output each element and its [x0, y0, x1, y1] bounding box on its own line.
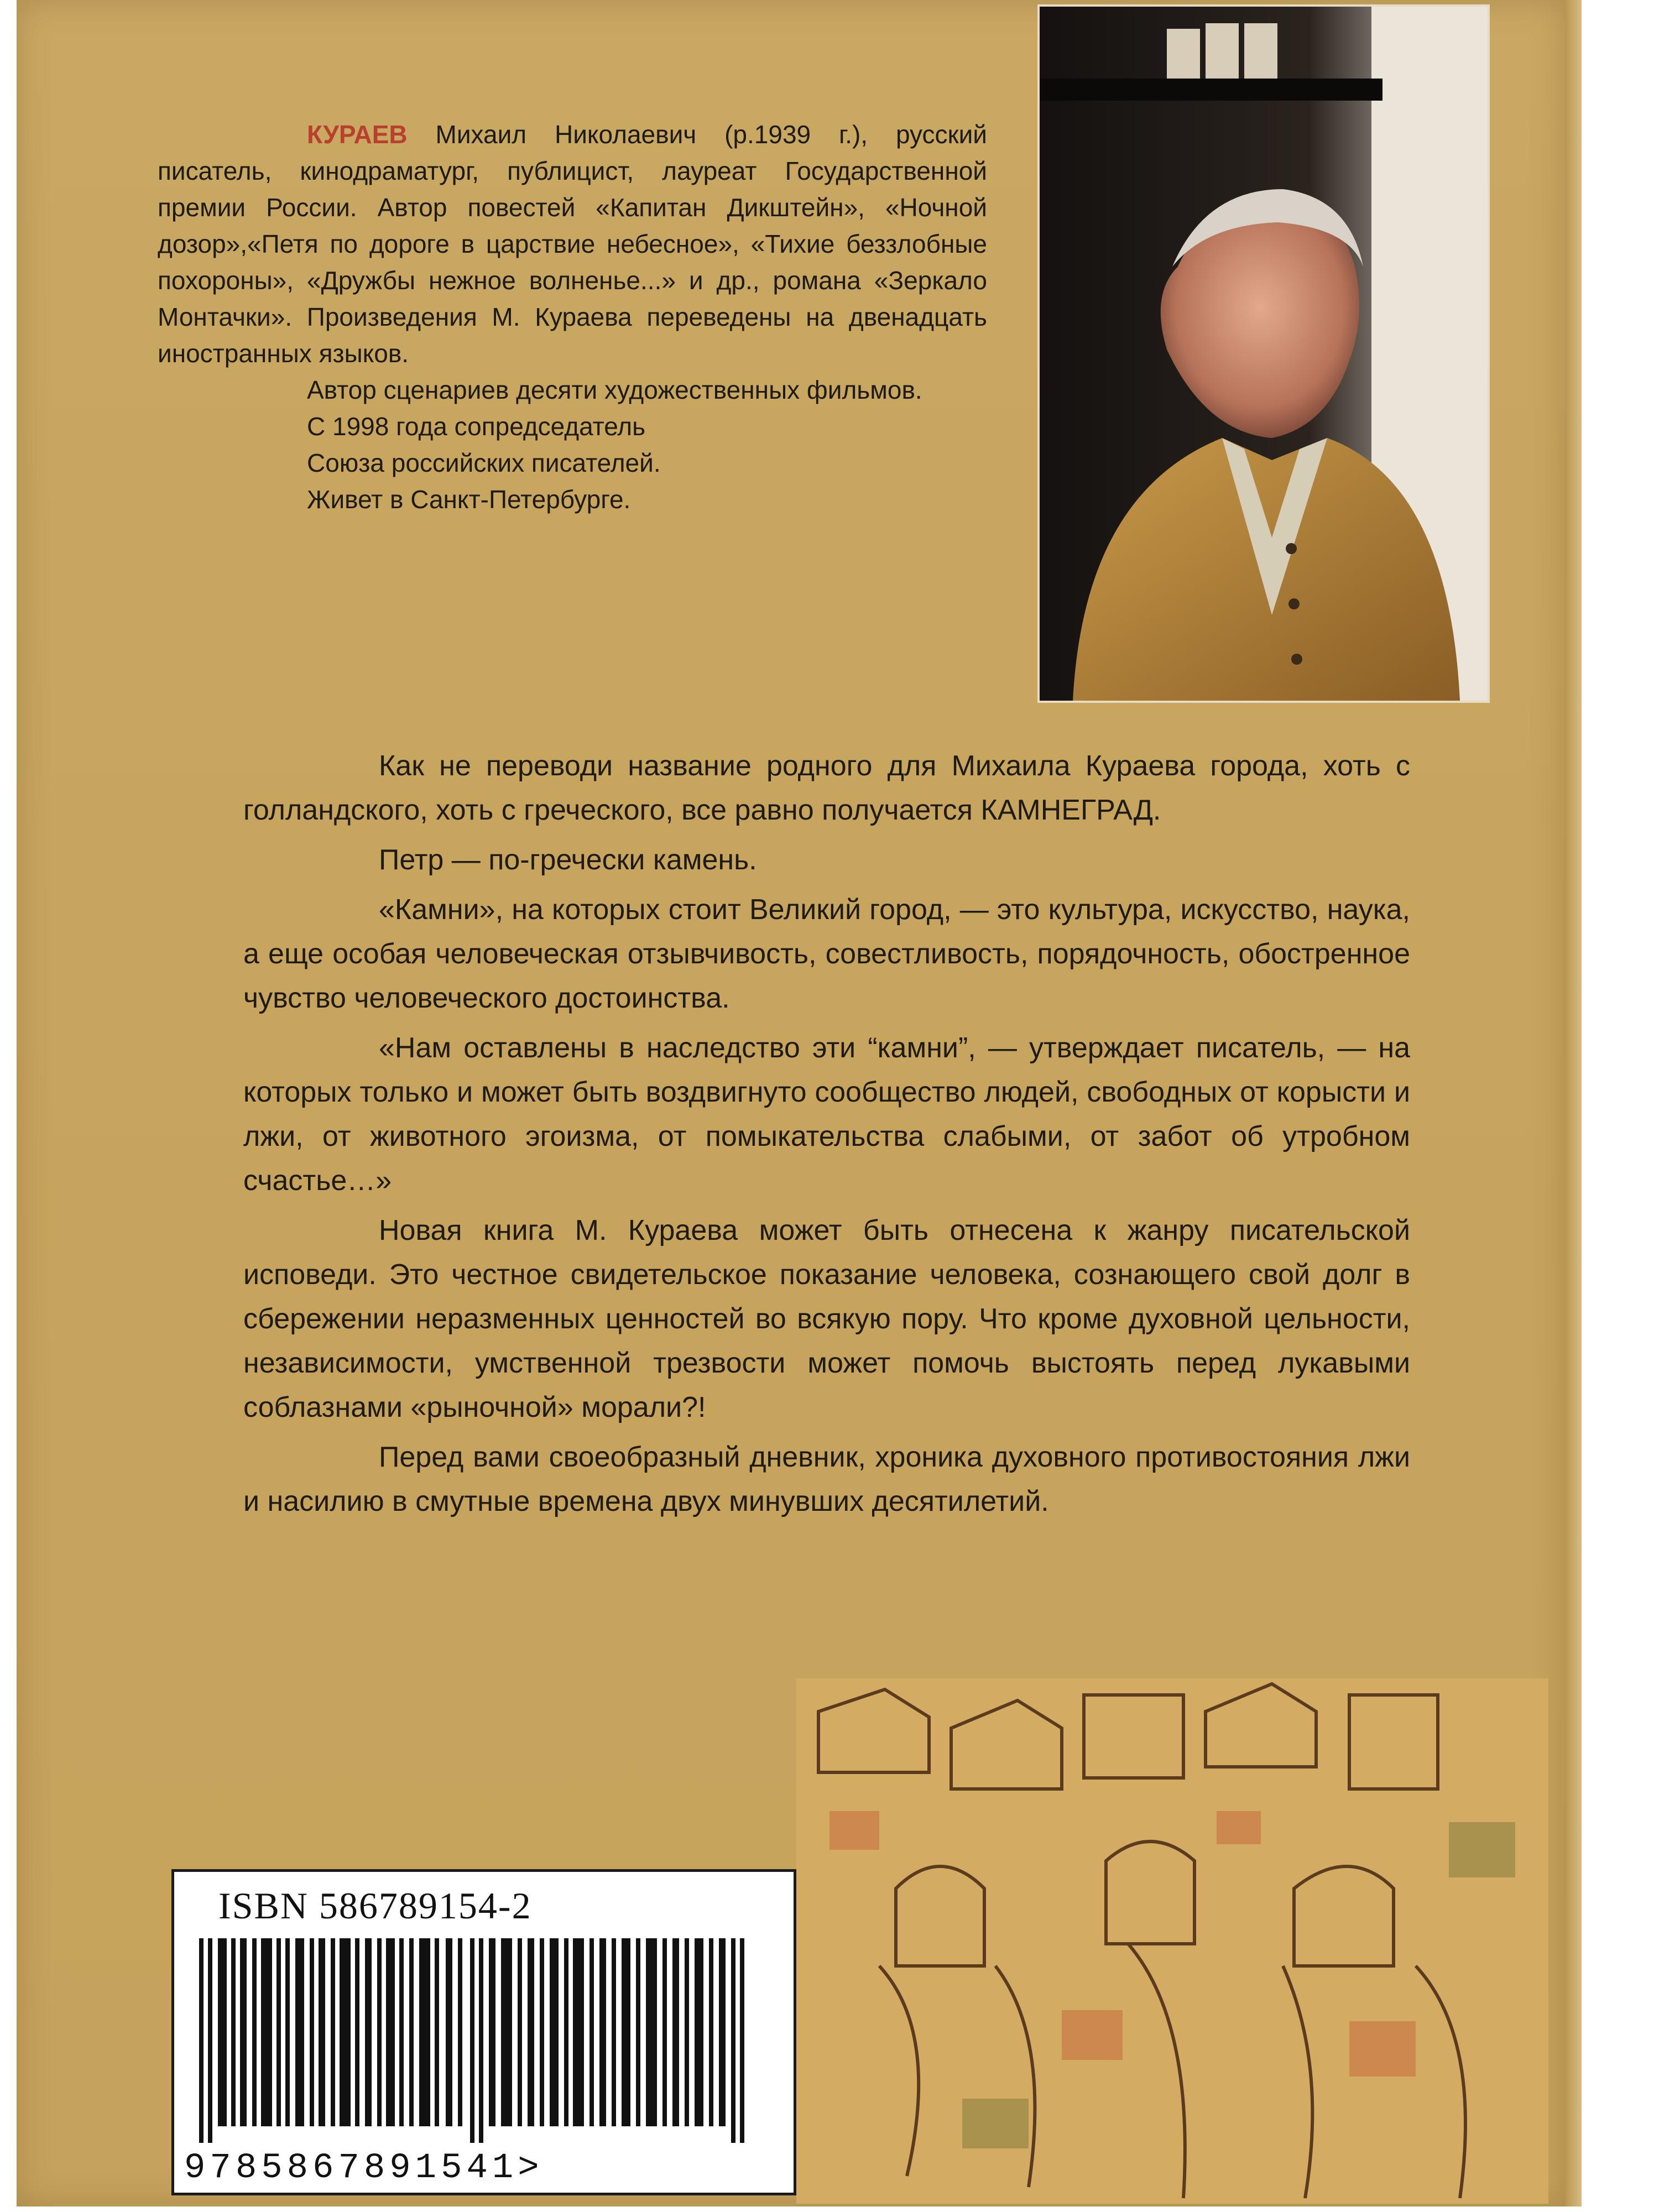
bio-cochair-line-2: Союза российских писателей. — [307, 448, 661, 477]
summary-paragraph-4: «Нам оставлены в наследство эти “камни”, — утверждает писатель, — на которых только и может быть воздвигнуто сообщество людей, свободных от корысти и лжи, от животного эгоизма, от помыкательства слабыми, от забот об утробном счастье…» — [243, 1032, 1410, 1197]
isbn-number: ISBN 586789154-2 — [218, 1885, 532, 1927]
bio-main-text: Михаил Николаевич (р.1939 г.), русский писатель, кинодраматург, публицист, лауреат Государственной премии России. Автор повестей «Капитан Дикштейн», «Ночной дозор»,«Петя по дороге в царствие небесное», «Тихие беззлобные похороны», «Дружбы нежное волненье...» и др., романа «Зеркало Монтачки». Произведения М. Кураева переведены на двенадцать иностранных языков. — [158, 120, 988, 368]
summary-paragraph-3: «Камни», на которых стоит Великий город, — это культура, искусство, наука, а еще особая человеческая отзывчивость, совестливость, порядочность, обостренное чувство человеческого достоинства. — [243, 894, 1410, 1014]
book-summary — [243, 744, 1410, 1529]
ean-digits: 9785867891541> — [184, 2148, 544, 2188]
barcode-icon — [194, 1938, 774, 2143]
cover-edge — [1565, 0, 1582, 2206]
artwork-illustration — [796, 1678, 1548, 2204]
bio-paragraph — [158, 116, 987, 372]
bio-cochair-line-1: С 1998 года сопредседатель — [307, 412, 646, 441]
author-name: КУРАЕВ — [307, 120, 408, 149]
bio-screenplays: Автор сценариев десяти художественных фильмов. — [307, 375, 922, 404]
summary-paragraph-6: Перед вами своеобразный дневник, хроника духовного противостояния лжи и насилию в смутные времена двух минувших десятилетий. — [243, 1441, 1410, 1517]
bio-residence: Живет в Санкт-Петербурге. — [307, 485, 631, 514]
cover-artwork — [796, 1678, 1548, 2204]
author-portrait-illustration — [1040, 7, 1488, 701]
summary-paragraph-5: Новая книга М. Кураева может быть отнесена к жанру писательской исповеди. Это честное свидетельское показание человека, сознающего свой долг в сбережении неразменных ценностей во всякую пору. Что кроме духовной цельности, независимости, умственной трезвости может помочь выстоять перед лукавыми соблазнами «рыночной» морали?! — [243, 1214, 1410, 1423]
summary-paragraph-2: Петр — по-гречески камень. — [379, 844, 757, 876]
author-bio — [158, 116, 987, 518]
author-photo — [1040, 7, 1488, 701]
barcode-block — [171, 1869, 796, 2195]
summary-paragraph-1: Как не переводи название родного для Михаила Кураева города, хоть с голландского, хоть с греческого, все равно получается КАМНЕГРАД. — [243, 750, 1410, 826]
